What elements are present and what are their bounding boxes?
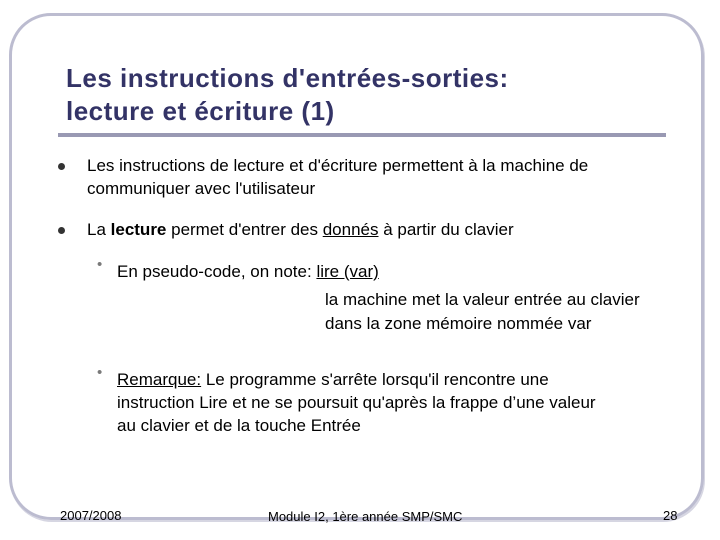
sub-2-label: Remarque: xyxy=(117,370,202,389)
bullet-2-pre: La xyxy=(87,220,111,239)
sub-bullet-2-text xyxy=(117,368,596,437)
sub-2-line-3: au clavier et de la touche Entrée xyxy=(117,416,361,435)
bullet-1-line-2: communiquer avec l'utilisateur xyxy=(87,179,316,198)
sub-bullet-1-line-1 xyxy=(117,260,379,283)
sub-2-line-1 xyxy=(117,368,596,391)
title-line-2: lecture et écriture (1) xyxy=(66,96,335,126)
bullet-2-bold: lecture xyxy=(110,220,167,239)
slide-title xyxy=(66,62,666,128)
bullet-dot xyxy=(58,163,65,170)
sub-2-line-2: instruction Lire et ne se poursuit qu'après la frappe d’une valeur xyxy=(117,393,596,412)
bullet-2-underline: donnés xyxy=(322,220,379,239)
bullet-2-text xyxy=(87,218,514,241)
title-divider xyxy=(58,133,666,137)
page-number: 28 xyxy=(663,508,678,523)
sub-1-pre: En pseudo-code, on note: xyxy=(117,262,317,281)
sub-bullet-1-line-3: dans la zone mémoire nommée var xyxy=(325,314,592,333)
sub-bullet-dot: • xyxy=(97,364,103,381)
footer-course: Module I2, 1ère année SMP/SMC xyxy=(268,509,463,524)
sub-bullet-1-line-2: la machine met la valeur entrée au clavier xyxy=(325,290,640,309)
sub-2-line-1-rest: Le programme s'arrête lorsqu'il rencontre une xyxy=(201,370,549,389)
footer-date: 2007/2008 xyxy=(60,508,122,523)
bullet-2-post: à partir du clavier xyxy=(378,220,514,239)
bullet-2-mid: permet d'entrer des xyxy=(166,220,323,239)
sub-1-code: lire (var) xyxy=(316,262,379,281)
title-line-1: Les instructions d'entrées-sorties: xyxy=(66,63,509,93)
bullet-dot xyxy=(58,227,65,234)
sub-bullet-dot: • xyxy=(97,256,103,273)
bullet-1-text xyxy=(87,154,588,200)
bullet-1-line-1: Les instructions de lecture et d'écriture permettent à la machine de xyxy=(87,156,589,175)
